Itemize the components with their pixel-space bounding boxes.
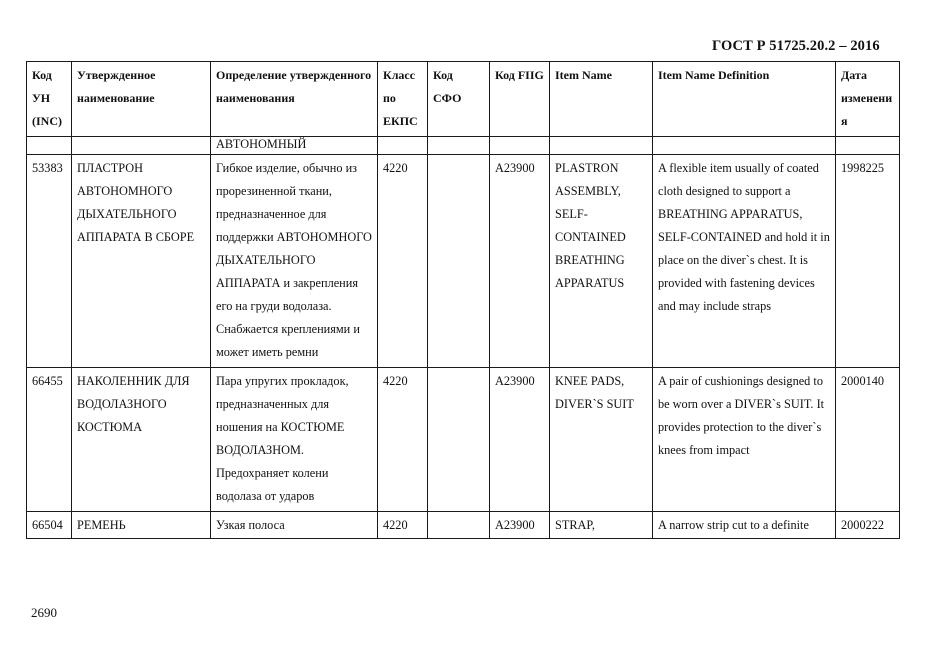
page-number: 2690 [31,605,57,620]
cell-fiig-code: A23900 [490,512,550,539]
cell-date: 1998225 [836,155,900,368]
cell-name-ru: НАКОЛЕННИК ДЛЯ ВОДОЛАЗНОГО КОСТЮМА [72,368,211,512]
cell-fiig-code: A23900 [490,368,550,512]
cell-sfo-code [428,155,490,368]
cell-item-name: KNEE PADS, DIVER`S SUIT [550,368,653,512]
cell-definition-ru: Гибкое изделие, обычно из прорезиненной ткани, предназначенное для поддержки АВТОНОМНОГО ДЫХАТЕЛЬНОГО АППАРАТА и закрепления его на груди водолаза. Снабжается креплениями и может иметь ремни [211,155,378,368]
continuation-row [27,137,900,155]
col-date: Дата изменения [836,62,900,137]
cell-date: 2000140 [836,368,900,512]
cell-sfo-code [428,368,490,512]
continuation-definition: АВТОНОМНЫЙ [211,137,378,155]
cell-inc: 53383 [27,155,72,368]
cell-fiig-code: A23900 [490,155,550,368]
col-definition-ru: Определение утвержденного наименования [211,62,378,137]
cell-date: 2000222 [836,512,900,539]
cell-item-name: PLASTRON ASSEMBLY, SELF-CONTAINED BREATHING APPARATUS [550,155,653,368]
col-sfo-code: Код СФО [428,62,490,137]
cell-name-ru: РЕМЕНЬ [72,512,211,539]
cell-item-definition: A pair of cushionings designed to be worn over a DIVER`s SUIT. It provides protection to the diver`s knees from impact [653,368,836,512]
col-item-definition: Item Name Definition [653,62,836,137]
cell-ekps-class: 4220 [378,512,428,539]
cell-inc: 66455 [27,368,72,512]
col-fiig-code: Код FIIG [490,62,550,137]
cell-definition-ru: Пара упругих прокладок, предназначенных для ношения на КОСТЮМЕ ВОДОЛАЗНОМ. Предохраняет колени водолаза от ударов [211,368,378,512]
cell-definition-ru: Узкая полоса [211,512,378,539]
table-row [27,368,900,512]
cell-inc: 66504 [27,512,72,539]
table-row [27,512,900,539]
cell-item-definition: A narrow strip cut to a definite [653,512,836,539]
col-inc: Код УН (INC) [27,62,72,137]
cell-ekps-class: 4220 [378,368,428,512]
col-ekps-class: Класс по ЕКПС [378,62,428,137]
cell-sfo-code [428,512,490,539]
cell-ekps-class: 4220 [378,155,428,368]
standard-designation: ГОСТ Р 51725.20.2 – 2016 [712,38,880,54]
col-name-ru: Утвержденное наименование [72,62,211,137]
table-row [27,155,900,368]
col-item-name: Item Name [550,62,653,137]
nomenclature-table [26,61,900,539]
cell-name-ru: ПЛАСТРОН АВТОНОМНОГО ДЫХАТЕЛЬНОГО АППАРАТА В СБОРЕ [72,155,211,368]
cell-item-name: STRAP, [550,512,653,539]
header-row [27,62,900,137]
cell-item-definition: A flexible item usually of coated cloth designed to support a BREATHING APPARATUS, SELF-CONTAINED and hold it in place on the diver`s chest. It is provided with fastening devices and may include straps [653,155,836,368]
